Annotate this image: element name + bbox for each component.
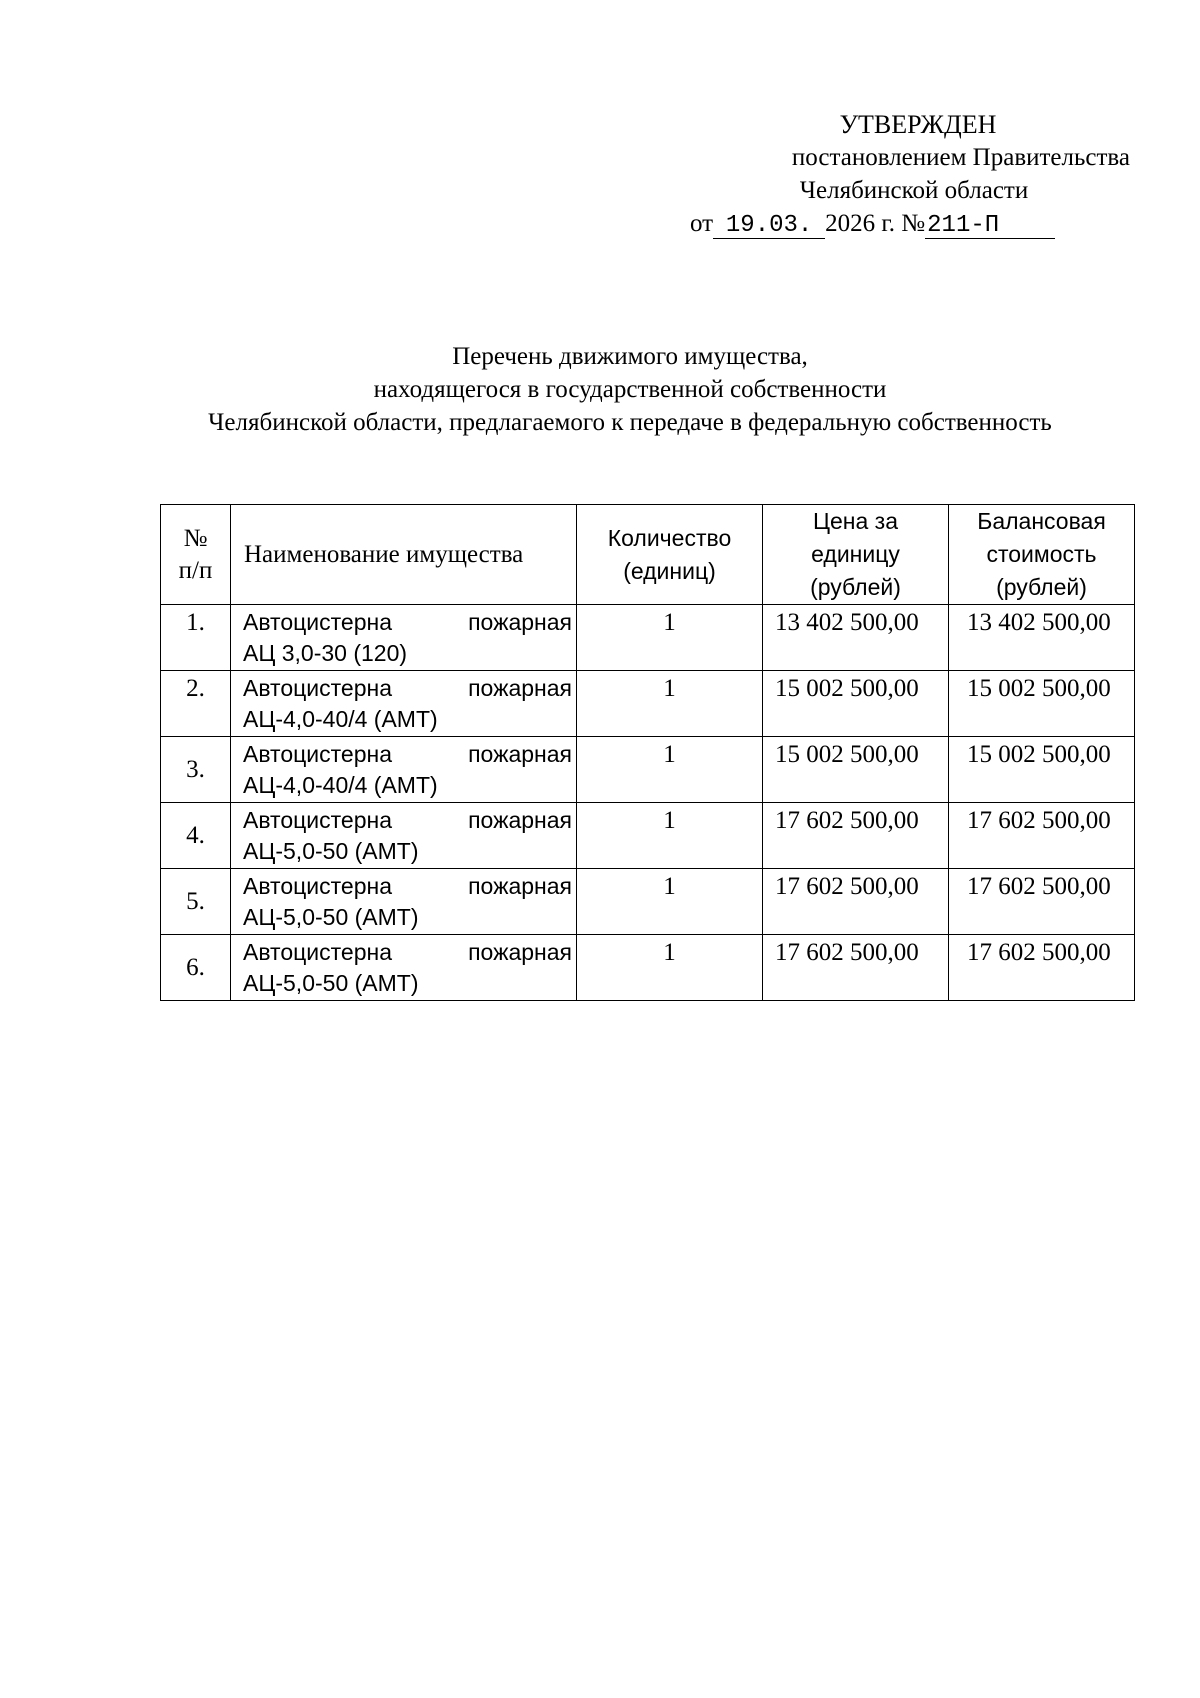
row-unit-price: 17 602 500,00 [763,869,949,935]
header-number-line-1: № [183,524,208,552]
table-row [161,869,1135,935]
row-name [231,869,577,935]
row-name-word-2: пожарная [468,873,572,899]
header-quantity-line-2: (единиц) [623,557,716,584]
row-balance-value: 13 402 500,00 [949,605,1135,671]
table-row [161,737,1135,803]
header-balance-line-3: (рублей) [996,574,1087,600]
title-line-3: Челябинской области, предлагаемого к передаче в федеральную собственность [208,409,1052,436]
header-unit-price-line-1: Цена за [812,508,899,534]
title-line-2: находящегося в государственной собственности [373,376,887,403]
approval-line-resolution: постановлением Правительства [791,144,1130,171]
approval-heading: УТВЕРЖДЕН [839,110,997,139]
row-unit-price: 13 402 500,00 [763,605,949,671]
approval-date-prefix: от [690,210,714,237]
row-quantity: 1 [577,935,763,1001]
row-number: 1. [161,605,231,671]
row-number: 4. [161,803,231,869]
approval-block [690,108,1130,240]
row-number: 3. [161,737,231,803]
row-balance-value: 15 002 500,00 [949,671,1135,737]
row-unit-price: 15 002 500,00 [763,737,949,803]
approval-year: 2026 г. № [825,210,926,237]
row-balance-value: 15 002 500,00 [949,737,1135,803]
row-name-model: АЦ-5,0-50 (АМТ) [243,904,419,930]
row-name [231,803,577,869]
property-table [160,504,1135,1001]
row-name-word-2: пожарная [468,741,572,767]
row-quantity: 1 [577,869,763,935]
row-name-word-2: пожарная [468,675,572,701]
header-unit-price-line-3: (рублей) [810,574,901,600]
header-balance-line-2: стоимость [986,541,1097,567]
row-number: 6. [161,935,231,1001]
row-name-model: АЦ-5,0-50 (АМТ) [243,970,419,996]
row-name-model: АЦ-4,0-40/4 (АМТ) [243,772,438,798]
document-title [130,340,1130,439]
table-row [161,671,1135,737]
table-row [161,935,1135,1001]
row-name [231,605,577,671]
row-balance-value: 17 602 500,00 [949,869,1135,935]
row-number: 5. [161,869,231,935]
table-header-row [161,505,1135,605]
row-balance-value: 17 602 500,00 [949,803,1135,869]
approval-number: 211-П [925,214,1055,239]
row-unit-price: 15 002 500,00 [763,671,949,737]
approval-line-region: Челябинской области [799,177,1029,204]
row-unit-price: 17 602 500,00 [763,803,949,869]
row-name-word-1: Автоцистерна [243,675,392,701]
row-balance-value: 17 602 500,00 [949,935,1135,1001]
row-name-word-1: Автоцистерна [243,741,392,767]
header-balance-value [949,505,1135,605]
row-name-word-1: Автоцистерна [243,609,392,635]
table-row [161,803,1135,869]
header-quantity-line-1: Количество [607,524,732,551]
row-name-model: АЦ-5,0-50 (АМТ) [243,838,419,864]
header-name: Наименование имущества [231,505,577,605]
header-number-line-2: п/п [178,556,213,584]
row-name-model: АЦ-4,0-40/4 (АМТ) [243,706,438,732]
approval-date: 19.03. [713,214,825,239]
header-unit-price-line-2: единицу [811,541,900,567]
row-quantity: 1 [577,605,763,671]
row-name-word-1: Автоцистерна [243,939,392,965]
row-quantity: 1 [577,671,763,737]
row-name [231,935,577,1001]
header-quantity [577,505,763,605]
row-quantity: 1 [577,803,763,869]
header-unit-price [763,505,949,605]
row-unit-price: 17 602 500,00 [763,935,949,1001]
header-number [161,505,231,605]
row-name-model: АЦ 3,0-30 (120) [243,640,408,666]
header-balance-line-1: Балансовая [977,508,1106,534]
row-name-word-1: Автоцистерна [243,807,392,833]
row-name-word-1: Автоцистерна [243,873,392,899]
row-number: 2. [161,671,231,737]
table-row [161,605,1135,671]
title-line-1: Перечень движимого имущества, [452,343,808,370]
row-name-word-2: пожарная [468,939,572,965]
row-name-word-2: пожарная [468,807,572,833]
row-name-word-2: пожарная [468,609,572,635]
row-name [231,671,577,737]
row-quantity: 1 [577,737,763,803]
row-name [231,737,577,803]
approval-date-line [690,207,1130,240]
